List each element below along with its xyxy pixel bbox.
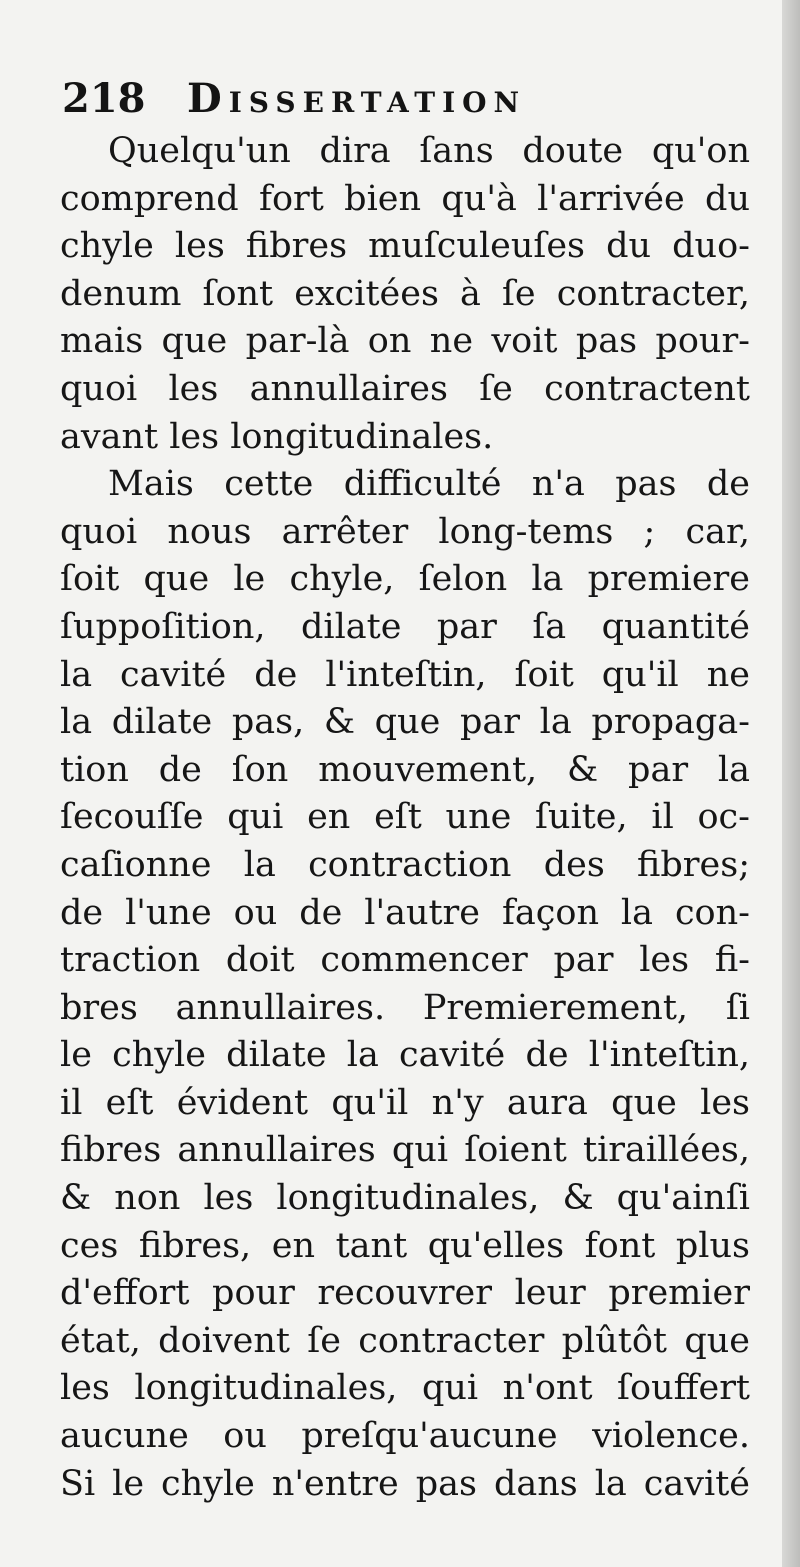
text-line: la cavité de l'inteſtin, ſoit qu'il ne	[60, 654, 750, 695]
text-line: le chyle dilate la cavité de l'inteſtin,	[60, 1035, 750, 1076]
text-line: ſuppoſition, dilate par ſa quantité	[60, 606, 750, 647]
text-line: ſecouſſe qui en eſt une ſuite, il oc-	[60, 797, 750, 838]
text-line: chyle les fibres muſculeuſes du duo-	[60, 226, 750, 267]
text-line: mais que par-là on ne voit pas pour-	[60, 321, 750, 362]
body-text	[60, 128, 750, 1508]
text-line: tion de ſon mouvement, & par la	[60, 749, 750, 790]
text-line: la dilate pas, & que par la propaga-	[60, 702, 750, 743]
text-line: quoi les annullaires ſe contractent	[60, 368, 750, 409]
text-line: Quelqu'un dira ſans doute qu'on	[108, 131, 750, 171]
page-edge-shadow	[782, 0, 800, 1567]
text-line: ſoit que le chyle, ſelon la premiere	[60, 559, 750, 600]
text-line: comprend fort bien qu'à l'arrivée du	[60, 178, 750, 219]
page-header	[62, 74, 762, 124]
text-line: il eſt évident qu'il n'y aura que les	[60, 1082, 750, 1123]
text-line: fibres annullaires qui ſoient tiraillées,	[60, 1130, 750, 1171]
text-line: avant les longitudinales.	[60, 416, 494, 457]
text-line: bres annullaires. Premierement, ſi	[60, 987, 750, 1028]
text-line: état, doivent ſe contracter plûtôt que	[60, 1320, 750, 1361]
text-line: quoi nous arrêter long-tems ; car,	[60, 511, 750, 552]
text-line: de l'une ou de l'autre façon la con-	[60, 892, 750, 933]
text-line: les longitudinales, qui n'ont ſouffert	[60, 1368, 750, 1409]
text-line: ces fibres, en tant qu'elles font plus	[60, 1225, 750, 1266]
text-line: Si le chyle n'entre pas dans la cavité	[60, 1463, 750, 1504]
text-line: caſionne la contraction des fibres;	[60, 844, 750, 885]
text-line: denum ſont excitées à ſe contracter,	[60, 273, 750, 314]
text-line: aucune ou preſqu'aucune violence.	[60, 1416, 750, 1457]
running-title: Dissertation	[187, 75, 527, 122]
text-line: d'effort pour recouvrer leur premier	[60, 1273, 750, 1314]
text-line: Mais cette difficulté n'a pas de	[108, 464, 750, 505]
text-line: traction doit commencer par les fi-	[60, 940, 750, 981]
page-number: 218	[62, 75, 146, 122]
text-line: & non les longitudinales, & qu'ainſi	[60, 1178, 750, 1219]
